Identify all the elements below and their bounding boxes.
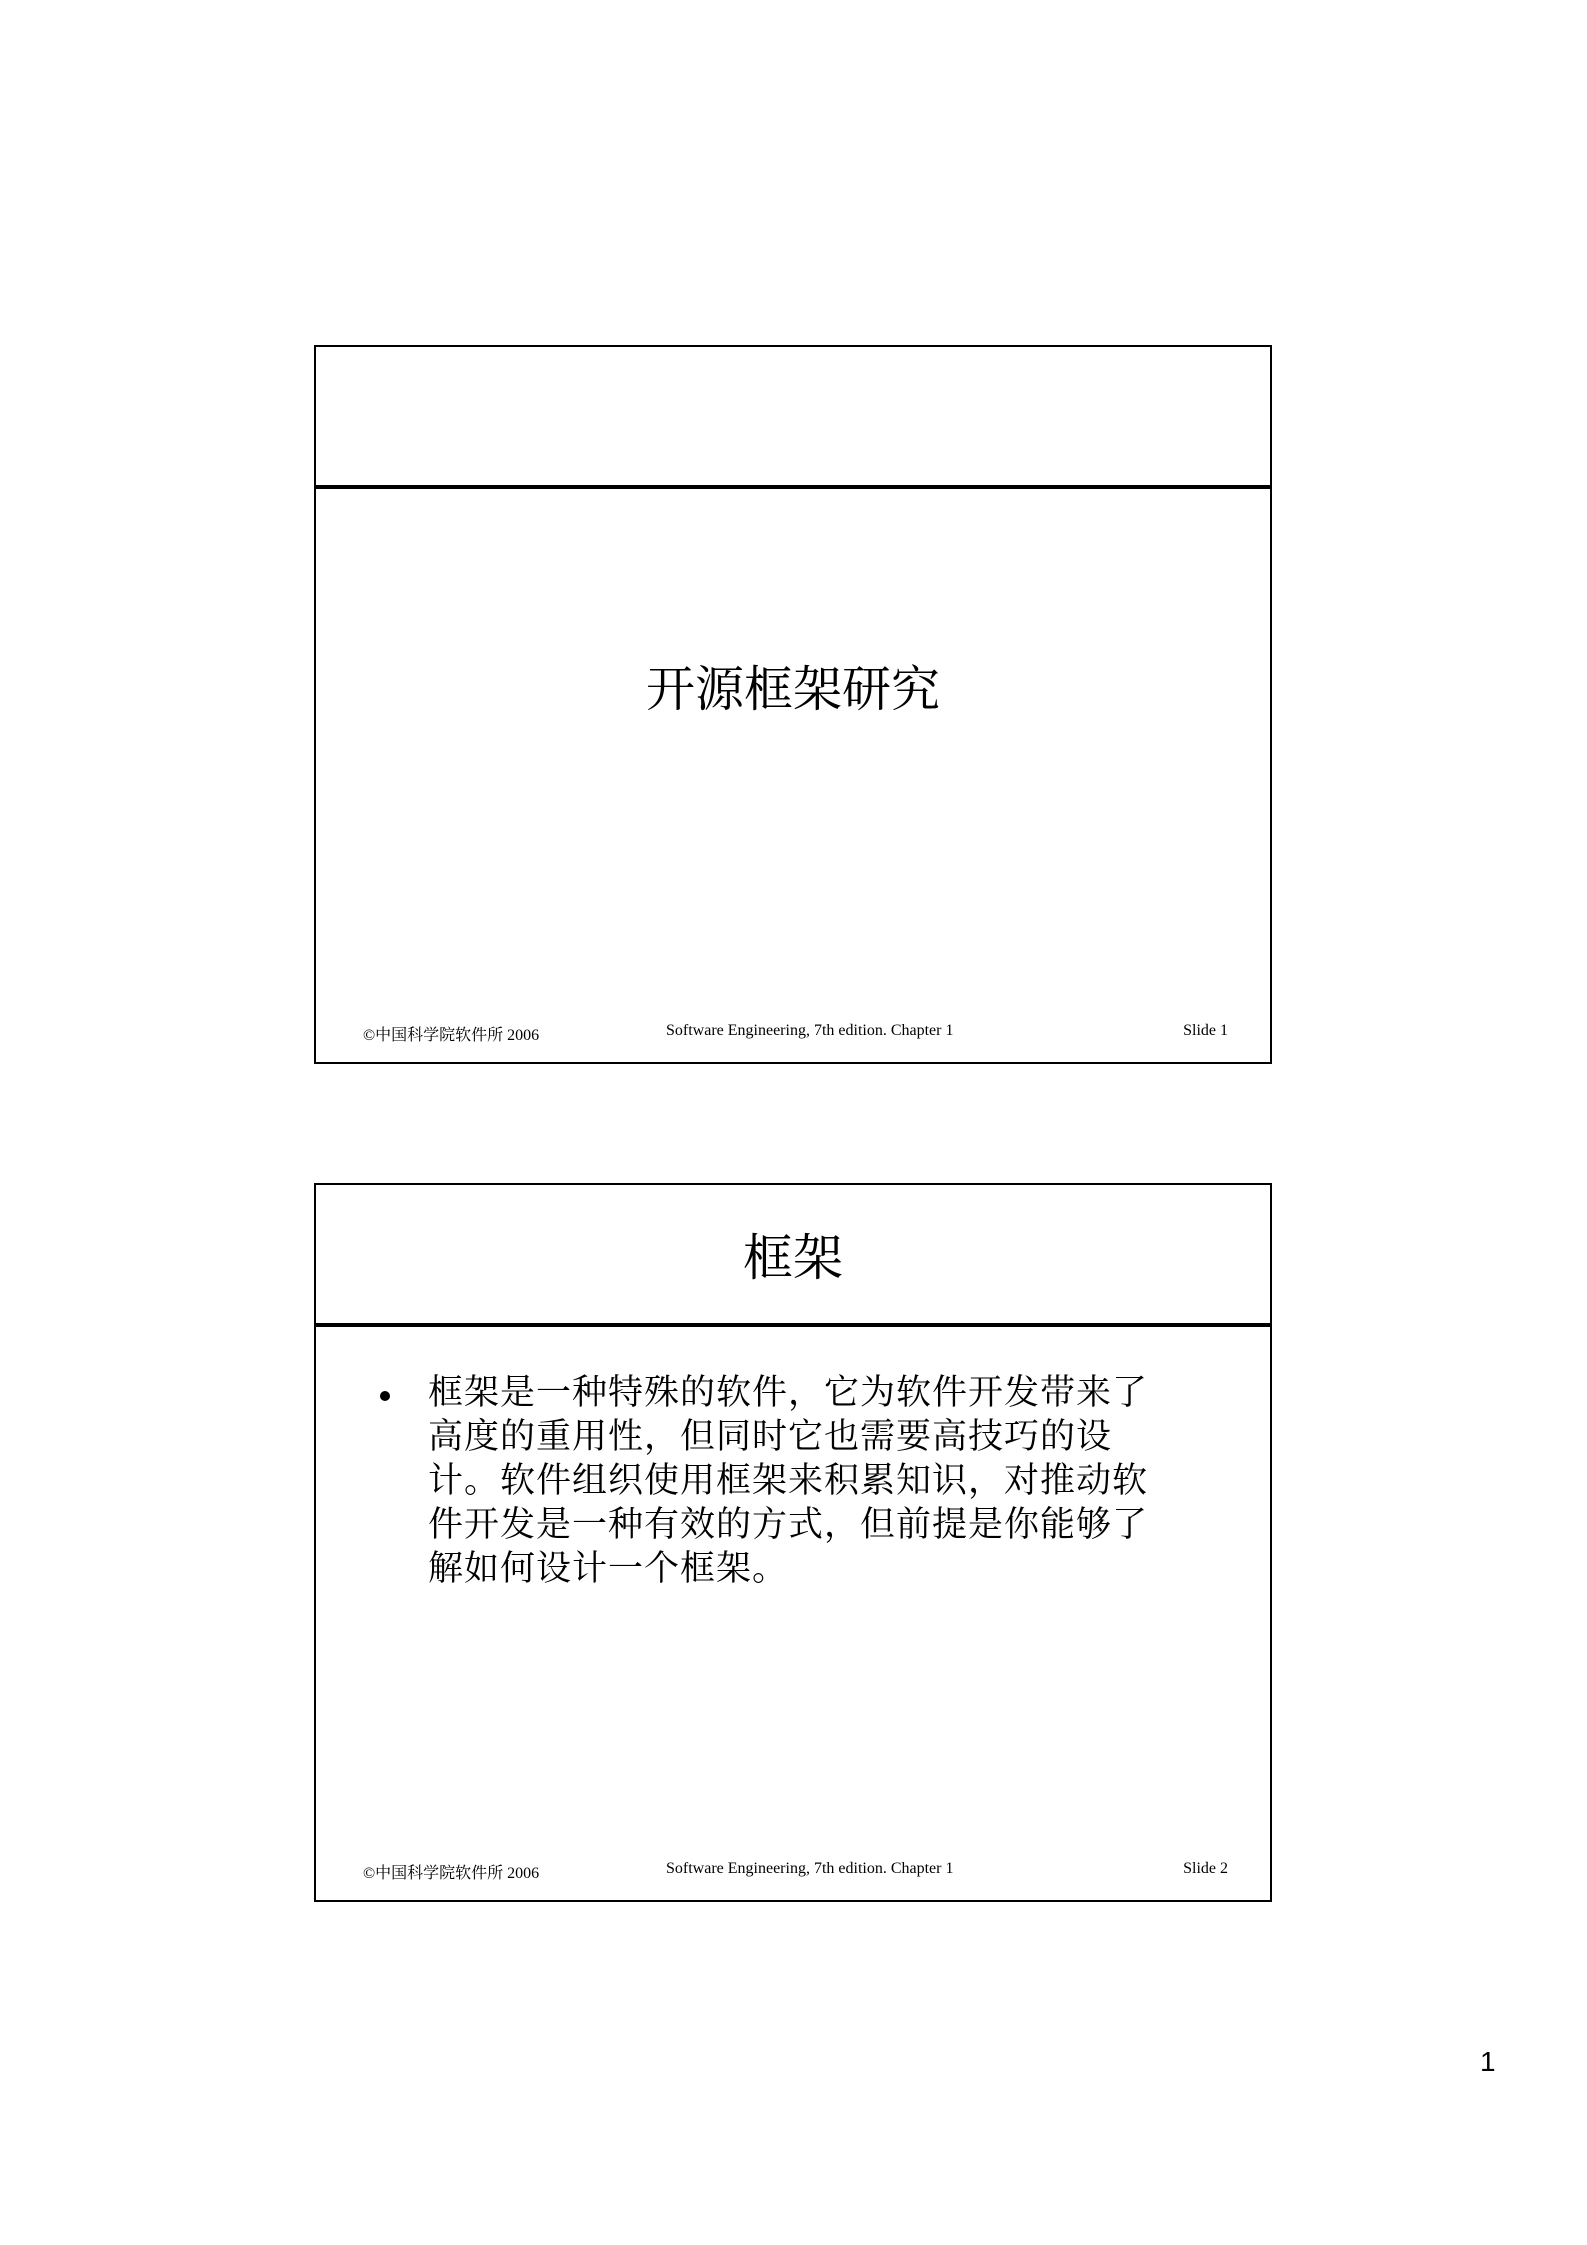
slide-1-footer-course: Software Engineering, 7th edition. Chapter 1 xyxy=(666,1022,954,1039)
slide-2-footer xyxy=(316,1860,1270,1880)
slide-2-footer-slide-number: Slide 2 xyxy=(1183,1860,1228,1877)
slide-2-footer-course: Software Engineering, 7th edition. Chapter 1 xyxy=(666,1860,954,1877)
slide-2-header xyxy=(316,1185,1270,1327)
slide-2 xyxy=(314,1183,1272,1902)
page-number: 1 xyxy=(1480,2046,1496,2077)
slide-1-footer xyxy=(316,1022,1270,1042)
slide-2-bullet-item: 框架是一种特殊的软件，它为软件开发带来了高度的重用性，但同时它也需要高技巧的设计。软件组织使用框架来积累知识，对推动软件开发是一种有效的方式，但前提是你能够了解如何设计一个框架。 xyxy=(428,1373,1149,1589)
slide-2-footer-copyright: ©中国科学院软件所 2006 xyxy=(363,1865,540,1882)
slide-1-title: 开源框架研究 xyxy=(645,661,940,718)
slide-1-footer-slide-number: Slide 1 xyxy=(1183,1022,1228,1039)
slide-2-bullet-list xyxy=(380,1371,1220,1591)
bullet-dot-icon xyxy=(380,1391,390,1401)
slide-1 xyxy=(314,345,1272,1064)
slide-1-footer-copyright: ©中国科学院软件所 2006 xyxy=(363,1027,540,1044)
slide-1-header xyxy=(316,347,1270,489)
slide-2-header-title: 框架 xyxy=(743,1229,843,1287)
